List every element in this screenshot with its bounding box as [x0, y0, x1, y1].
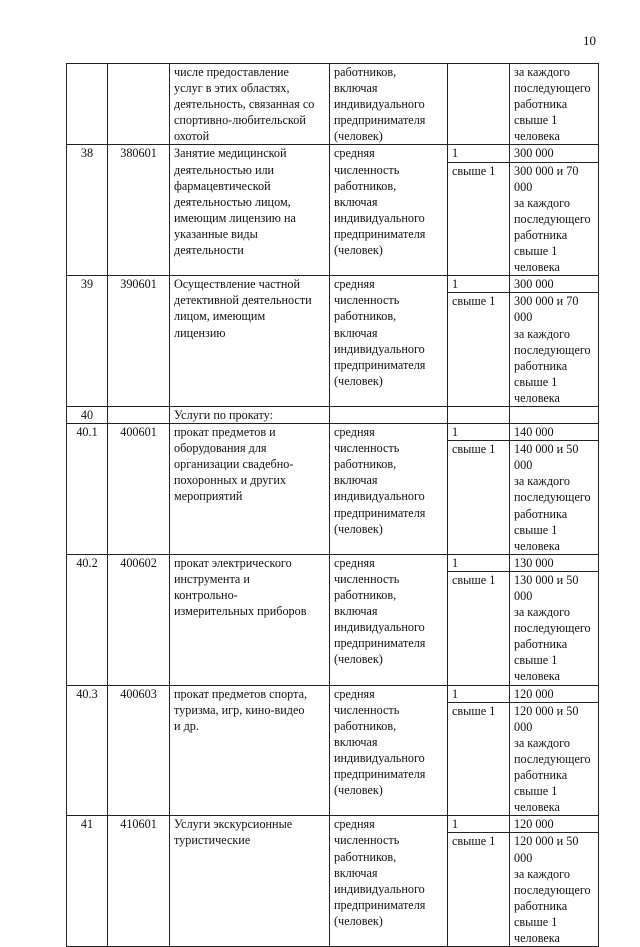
base-yield-amount-cell: 120 000 [510, 816, 599, 833]
physical-indicator-cell: средняя численность работников, включая индивидуального предпринимателя (человек) [330, 685, 448, 816]
row-number-cell: 40 [67, 406, 108, 423]
indicator-quantity-cell [448, 406, 510, 423]
row-number-cell: 40.1 [67, 424, 108, 555]
base-yield-amount-cell: 140 000 [510, 424, 599, 441]
table-row [67, 424, 599, 441]
table-row [67, 276, 599, 293]
table-row [67, 145, 599, 162]
base-yield-amount-cell: 300 000 [510, 145, 599, 162]
indicator-quantity-cell: свыше 1 [448, 162, 510, 276]
indicator-quantity-cell [448, 64, 510, 145]
table-row [67, 554, 599, 571]
physical-indicator-cell: средняя численность работников, включая индивидуального предпринимателя (человек) [330, 145, 448, 276]
row-number-cell: 41 [67, 816, 108, 947]
indicator-quantity-cell: 1 [448, 276, 510, 293]
page-number: 10 [583, 33, 596, 48]
table-row [67, 685, 599, 702]
indicator-quantity-cell: свыше 1 [448, 293, 510, 407]
indicator-quantity-cell: свыше 1 [448, 571, 510, 685]
base-yield-amount-cell: 130 000 [510, 554, 599, 571]
base-yield-amount-cell: 300 000 и 70 000 за каждого последующего работника свыше 1 человека [510, 293, 599, 407]
row-number-cell: 40.3 [67, 685, 108, 816]
row-number-cell: 38 [67, 145, 108, 276]
physical-indicator-cell: средняя численность работников, включая индивидуального предпринимателя (человек) [330, 424, 448, 555]
fee-table-body [67, 64, 599, 947]
indicator-quantity-cell: 1 [448, 424, 510, 441]
table-row [67, 64, 599, 145]
activity-code-cell [108, 406, 170, 423]
base-yield-amount-cell: 120 000 и 50 000 за каждого последующего работника свыше 1 человека [510, 702, 599, 816]
activity-code-cell: 400601 [108, 424, 170, 555]
base-yield-amount-cell: 130 000 и 50 000 за каждого последующего работника свыше 1 человека [510, 571, 599, 685]
activity-name-cell: Занятие медицинской деятельностью или фармацевтической деятельностью лицом, имеющим лицензию на указанные виды деятельности [170, 145, 330, 276]
base-yield-amount-cell: 120 000 и 50 000 за каждого последующего работника свыше 1 человека [510, 833, 599, 947]
row-number-cell [67, 64, 108, 145]
base-yield-amount-cell: 300 000 [510, 276, 599, 293]
activity-code-cell [108, 64, 170, 145]
activity-code-cell: 410601 [108, 816, 170, 947]
row-number-cell: 39 [67, 276, 108, 407]
activity-code-cell: 380601 [108, 145, 170, 276]
base-yield-amount-cell: 120 000 [510, 685, 599, 702]
base-yield-amount-cell: 140 000 и 50 000 за каждого последующего работника свыше 1 человека [510, 441, 599, 555]
activity-name-cell: Услуги по прокату: [170, 406, 330, 423]
base-yield-amount-cell: 300 000 и 70 000 за каждого последующего работника свыше 1 человека [510, 162, 599, 276]
activity-name-cell: Осуществление частной детективной деятельности лицом, имеющим лицензию [170, 276, 330, 407]
base-yield-amount-cell: за каждого последующего работника свыше 1 человека [510, 64, 599, 145]
table-row [67, 816, 599, 833]
activity-code-cell: 390601 [108, 276, 170, 407]
row-number-cell: 40.2 [67, 554, 108, 685]
base-yield-amount-cell [510, 406, 599, 423]
physical-indicator-cell: работников, включая индивидуального предпринимателя (человек) [330, 64, 448, 145]
activity-name-cell: прокат предметов и оборудования для организации свадебно- похоронных и других мероприятий [170, 424, 330, 555]
indicator-quantity-cell: 1 [448, 685, 510, 702]
activity-name-cell: числе предоставление услуг в этих областях, деятельность, связанная со спортивно-любительской охотой [170, 64, 330, 145]
physical-indicator-cell: средняя численность работников, включая индивидуального предпринимателя (человек) [330, 276, 448, 407]
indicator-quantity-cell: свыше 1 [448, 441, 510, 555]
indicator-quantity-cell: 1 [448, 554, 510, 571]
activity-name-cell: прокат электрического инструмента и контрольно- измерительных приборов [170, 554, 330, 685]
indicator-quantity-cell: свыше 1 [448, 702, 510, 816]
fee-table [66, 63, 599, 947]
activity-name-cell: Услуги экскурсионные туристические [170, 816, 330, 947]
activity-code-cell: 400602 [108, 554, 170, 685]
physical-indicator-cell: средняя численность работников, включая индивидуального предпринимателя (человек) [330, 554, 448, 685]
indicator-quantity-cell: 1 [448, 816, 510, 833]
activity-code-cell: 400603 [108, 685, 170, 816]
table-row [67, 406, 599, 423]
indicator-quantity-cell: 1 [448, 145, 510, 162]
physical-indicator-cell: средняя численность работников, включая индивидуального предпринимателя (человек) [330, 816, 448, 947]
indicator-quantity-cell: свыше 1 [448, 833, 510, 947]
activity-name-cell: прокат предметов спорта, туризма, игр, кино-видео и др. [170, 685, 330, 816]
physical-indicator-cell [330, 406, 448, 423]
